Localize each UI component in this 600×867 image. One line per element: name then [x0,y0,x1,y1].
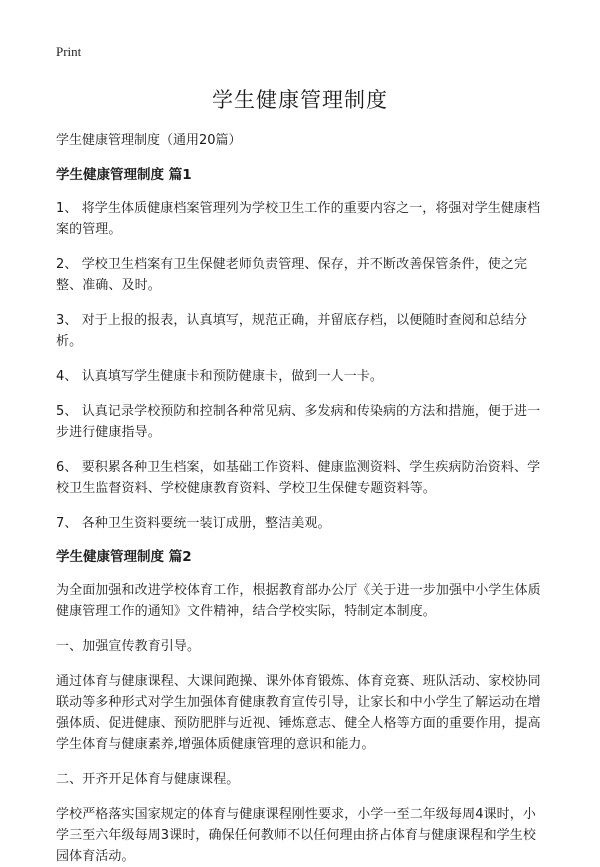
section2-paragraph-2: 一、加强宣传教育引导。 [56,639,201,654]
section2-paragraph-3: 通过体育与健康课程、大课间跑操、课外体育锻炼、体育竞赛、班队活动、家校协同联动等多种形式对学生加强体育健康教育宣传引导，让家长和中小学生了解运动在增强体质、促进健康、预防肥胖与近视、锤炼意志、健全人格等方面的重要作用，提高学生体育与健康素养,增强体质健康管理的意识和能力。 [56,674,541,752]
print-link[interactable]: Print [56,44,82,59]
section2-paragraph-5: 学校严格落实国家规定的体育与健康课程刚性要求，小学一至二年级每周4课时，小学三至六年级每周3课时，确保任何教师不以任何理由挤占体育与健康课程和学生校园体育活动。 [56,807,536,864]
section2-paragraph-4: 二、开齐开足体育与健康课程。 [56,772,240,787]
section2-paragraph-1: 为全面加强和改进学校体育工作，根据教育部办公厅《关于进一步加强中小学生体质健康管理工作的通知》文件精神，结合学校实际，特制定本制度。 [56,583,541,619]
section1-paragraph-4: 4、 认真填写学生健康卡和预防健康卡，做到一人一卡。 [56,369,384,384]
document-title: 学生健康管理制度 [212,88,388,112]
section-heading-2: 学生健康管理制度 篇2 [56,549,192,565]
section1-paragraph-3: 3、 对于上报的报表，认真填写，规范正确，并留底存档，以便随时查阅和总结分析。 [56,313,528,349]
section1-paragraph-5: 5、 认真记录学校预防和控制各种常见病、多发病和传染病的方法和措施，便于进一步进行健康指导。 [56,404,541,440]
section1-paragraph-6: 6、 要积累各种卫生档案，如基础工作资料、健康监测资料、学生疾病防治资料、学校卫生监督资料、学校健康教育资料、学校卫生保健专题资料等。 [56,460,541,496]
section1-paragraph-1: 1、 将学生体质健康档案管理列为学校卫生工作的重要内容之一，将强对学生健康档案的管理。 [56,201,541,237]
section-heading-1: 学生健康管理制度 篇1 [56,167,192,183]
section1-paragraph-2: 2、 学校卫生档案有卫生保健老师负责管理、保存，并不断改善保管条件，使之完整、准确、及时。 [56,257,528,293]
section1-paragraph-7: 7、 各种卫生资料要统一装订成册，整洁美观。 [56,516,331,531]
document-subtitle: 学生健康管理制度（通用20篇） [56,133,242,148]
